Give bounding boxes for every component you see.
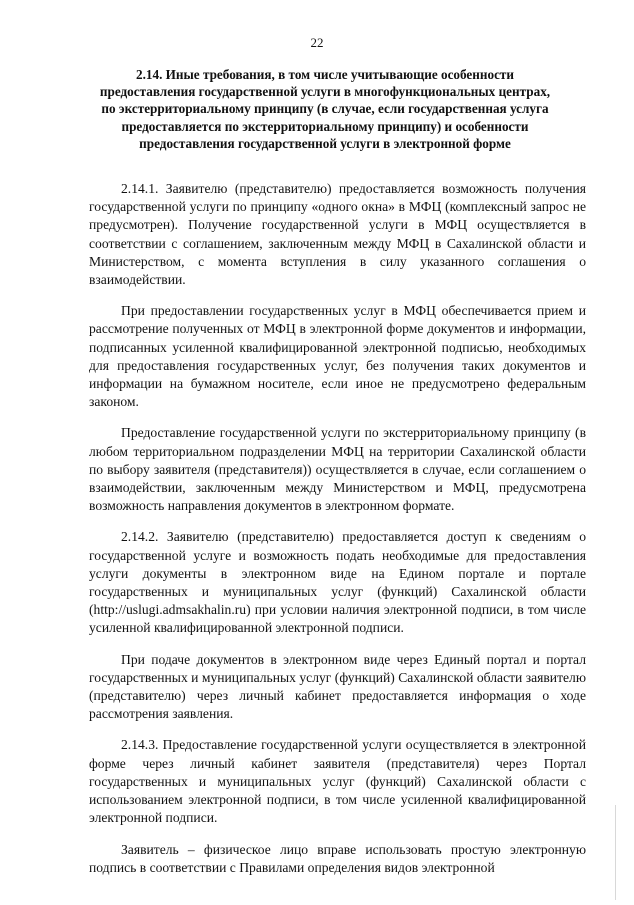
paragraph-2-14-2: 2.14.2. Заявителю (представителю) предоставляется доступ к сведениям о государственной услуге и возможность подать необходимые для предоставления услуги документы в электронном виде на Едином портале и портале государственных и муниципальных услуг (функций) Сахалинской области (http://uslugi.admsakhalin.ru) при условии наличия электронной подписи, в том числе усиленной квалифицированной электронной подписи. xyxy=(89,529,586,636)
paragraph-extraterritorial: Предоставление государственной услуги по экстерриториальному принципу (в любом территориальном подразделении МФЦ на территории Сахалинской области по выбору заявителя (представителя)) осуществляется в случае, если соглашением о взаимодействии, заключенным между Министерством и МФЦ, предусмотрена возможность направления документов в электронном формате. xyxy=(89,425,586,514)
page-number: 22 xyxy=(310,35,324,50)
paragraph-mfc-electronic-docs: При предоставлении государственных услуг в МФЦ обеспечивается прием и рассмотрение полученных от МФЦ в электронной форме документов и информации, подписанных усиленной квалифицированной электронной подписью, необходимых для предоставления государственных услуг, без получения таких документов и информации на бумажном носителе, если иное не предусмотрено федеральным законом. xyxy=(89,303,586,410)
section-heading: 2.14. Иные требования, в том числе учитывающие особенности предоставления государственной услуги в многофункциональных центрах, по экстерриториальному принципу (в случае, если государственная услуга предоставляется по экстерриториальному принципу) и особенности предоставления государственной услуги в электронной форме xyxy=(99,67,551,151)
scan-edge-mark xyxy=(615,805,616,900)
paragraph-2-14-1: 2.14.1. Заявителю (представителю) предоставляется возможность получения государственной услуги по принципу «одного окна» в МФЦ (комплексный запрос не предусмотрен). Получение государственной услуги в МФЦ осуществляется в соответствии с соглашением, заключенным между МФЦ в Сахалинской области и Министерством, с момента вступления в силу указанного соглашения о взаимодействии. xyxy=(89,181,586,288)
paragraph-personal-cabinet-info: При подаче документов в электронном виде через Единый портал и портал государственных и муниципальных услуг (функций) Сахалинской области заявителю (представителю) через личный кабинет предоставляется информация о ходе рассмотрения заявления. xyxy=(89,651,586,722)
body-text xyxy=(89,180,586,877)
paragraph-simple-signature: Заявитель – физическое лицо вправе использовать простую электронную подпись в соответствии с Правилами определения видов электронной xyxy=(89,841,586,875)
paragraph-2-14-3: 2.14.3. Предоставление государственной услуги осуществляется в электронной форме через личный кабинет заявителя (представителя) через Портал государственных и муниципальных услуг (функций) Сахалинской области с использованием электронной подписи, в том числе усиленной квалифицированной электронной подписи. xyxy=(89,737,586,826)
